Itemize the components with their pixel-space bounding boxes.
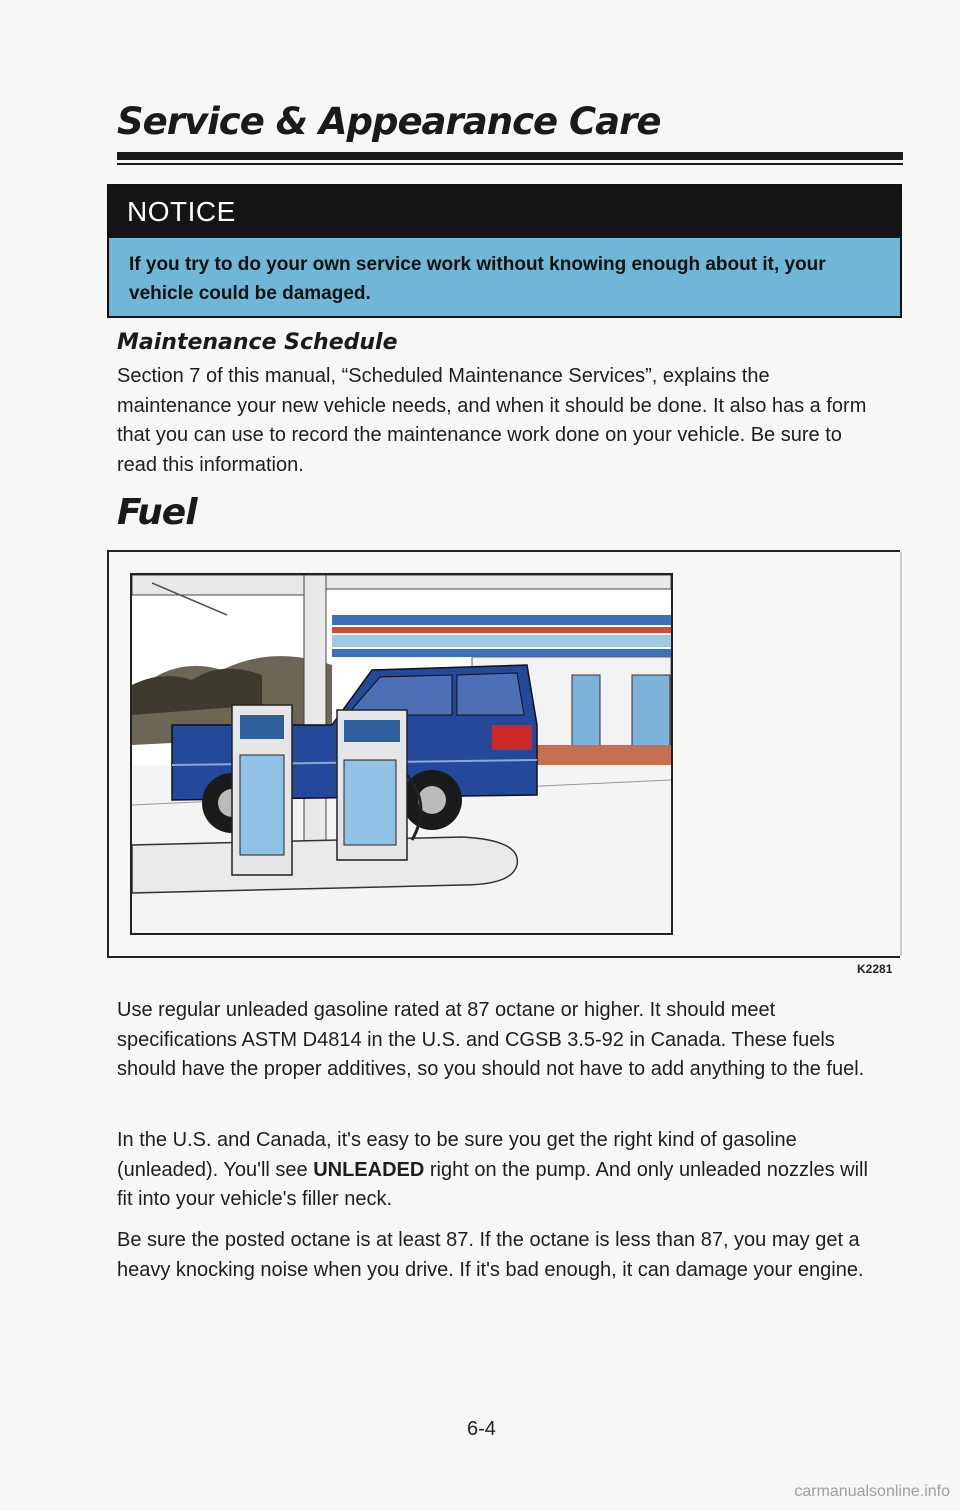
fuel-station-illustration bbox=[130, 573, 673, 935]
maintenance-paragraph: Section 7 of this manual, “Scheduled Maintenance Services”, explains the maintenance your new vehicle needs, and when it should be done. It also has a form that you can use to record the maintenance work done on your vehicle. Be sure to read this information. bbox=[117, 365, 867, 476]
fuel-paragraph-3: Be sure the posted octane is at least 87. If the octane is less than 87, you may get a heavy knocking noise when you drive. If it's bad enough, it can damage your engine. bbox=[117, 1229, 864, 1281]
fuel-station-drawing bbox=[132, 575, 671, 933]
fuel-paragraph-2-start: In the U.S. and Canada, it's easy to be sure you get the right kind of gasoline (unleaded). You'll see bbox=[117, 1129, 797, 1181]
figure-code: K2281 bbox=[857, 962, 893, 976]
fuel-paragraph-2 bbox=[117, 1126, 887, 1215]
section-title: Service & Appearance Care bbox=[117, 100, 661, 143]
fuel-paragraph-2-end: right on the pump. And only unleaded nozzles will fit into your vehicle's filler neck. bbox=[117, 1158, 868, 1210]
watermark: carmanualsonline.info bbox=[794, 1483, 950, 1500]
fuel-heading: Fuel bbox=[117, 492, 197, 533]
notice-text: If you try to do your own service work without knowing enough about it, your vehicle could be damaged. bbox=[129, 254, 826, 304]
title-rule-thin bbox=[117, 163, 903, 165]
unleaded-emphasis: UNLEADED bbox=[313, 1158, 425, 1181]
maintenance-heading: Maintenance Schedule bbox=[117, 330, 398, 355]
fuel-paragraph-1: Use regular unleaded gasoline rated at 87 octane or higher. It should meet specifications ASTM D4814 in the U.S. and CGSB 3.5-92 in Canada. These fuels should have the proper additives, so you should not have to add anything to the fuel. bbox=[117, 999, 865, 1080]
notice-label: NOTICE bbox=[109, 186, 900, 238]
page-number: 6-4 bbox=[467, 1418, 496, 1440]
title-rule bbox=[117, 152, 903, 160]
notice-box bbox=[107, 184, 902, 318]
